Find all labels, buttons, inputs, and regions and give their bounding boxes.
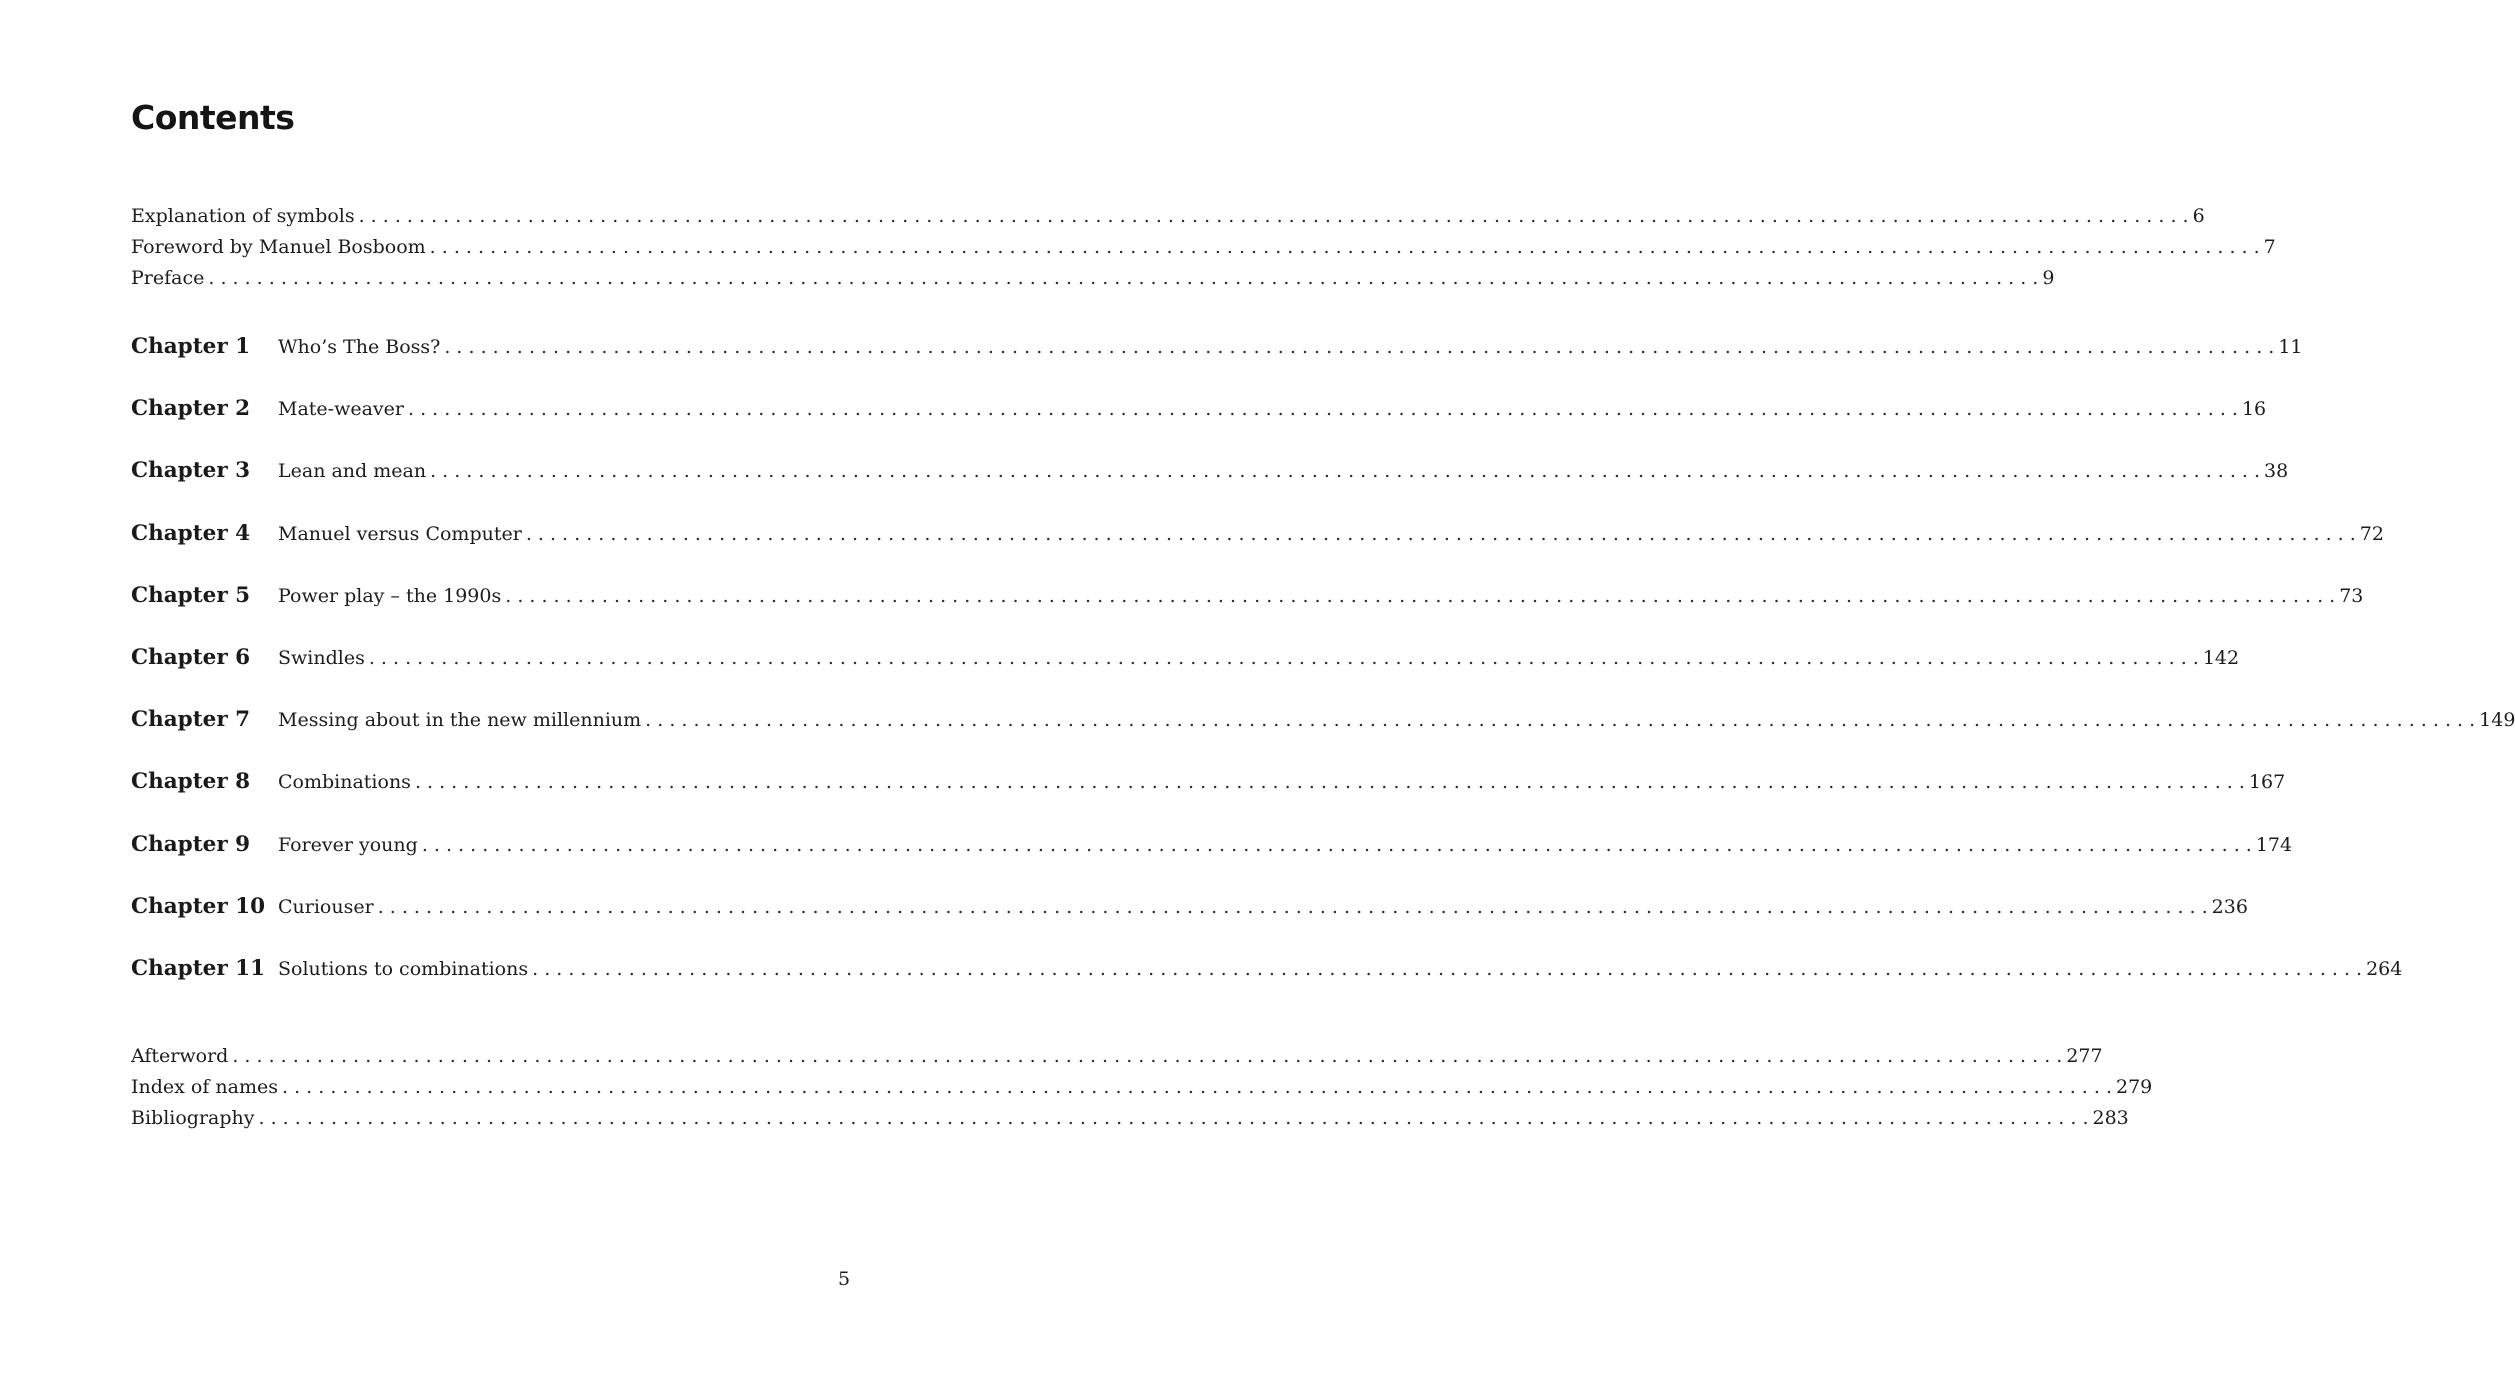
toc-entry-page: 279 xyxy=(2115,1076,2153,1098)
dot-leader xyxy=(369,643,2199,674)
toc-entry-page: 9 xyxy=(2042,267,2055,289)
dot-leader xyxy=(430,232,2260,263)
chapter-title-line xyxy=(278,581,2363,612)
front-matter-list xyxy=(131,201,2276,294)
toc-entry xyxy=(131,1103,2129,1134)
chapter-entry xyxy=(131,705,2515,767)
chapter-title: Solutions to combinations xyxy=(278,957,529,980)
chapter-title-line xyxy=(278,767,2285,798)
chapter-number: Chapter 5 xyxy=(131,582,251,608)
toc-entry xyxy=(131,263,2055,294)
dot-leader xyxy=(208,263,2038,294)
chapter-title: Who’s The Boss? xyxy=(278,336,441,358)
chapter-page: 72 xyxy=(2359,522,2384,545)
chapter-page: 11 xyxy=(2278,336,2303,358)
toc-entry-label: Foreword by Manuel Bosboom xyxy=(131,236,426,258)
chapter-number: Chapter 9 xyxy=(131,831,251,857)
chapter-title: Combinations xyxy=(278,771,411,794)
toc-entry-label: Preface xyxy=(131,267,205,289)
dot-leader xyxy=(532,954,2362,985)
chapter-title-line xyxy=(278,394,2266,425)
chapter-number: Chapter 2 xyxy=(131,396,251,422)
chapter-title-line xyxy=(278,519,2384,550)
toc-entry-label: Index of names xyxy=(131,1076,278,1098)
toc-entry-page: 277 xyxy=(2066,1045,2103,1067)
chapter-number: Chapter 3 xyxy=(131,458,251,484)
dot-leader xyxy=(645,705,2475,736)
chapter-page: 167 xyxy=(2248,771,2286,794)
chapter-entry xyxy=(131,581,2364,643)
chapter-page: 149 xyxy=(2479,709,2515,732)
chapter-page: 16 xyxy=(2241,398,2267,421)
chapter-title-line xyxy=(278,332,2303,363)
chapter-page: 38 xyxy=(2264,460,2289,483)
chapter-number: Chapter 1 xyxy=(131,334,251,359)
chapter-entry xyxy=(131,767,2286,829)
toc-entry-page: 283 xyxy=(2092,1107,2129,1129)
chapter-title-line xyxy=(278,705,2515,736)
dot-leader xyxy=(232,1041,2062,1072)
chapter-page: 174 xyxy=(2255,833,2293,856)
dot-leader xyxy=(282,1072,2112,1103)
toc-entry xyxy=(131,1041,2103,1072)
chapter-page: 236 xyxy=(2211,895,2248,918)
dot-leader xyxy=(259,1103,2089,1134)
chapter-number: Chapter 6 xyxy=(131,644,251,670)
chapter-entry xyxy=(131,830,2293,892)
chapter-entry xyxy=(131,394,2267,456)
chapter-number: Chapter 7 xyxy=(131,707,251,733)
chapter-entry xyxy=(131,456,2289,518)
chapter-title-line xyxy=(278,456,2288,487)
chapter-number: Chapter 8 xyxy=(131,769,251,795)
chapter-title: Swindles xyxy=(278,646,365,669)
toc-entry-page: 6 xyxy=(2192,205,2205,227)
toc-entry xyxy=(131,201,2205,232)
toc-entry-label: Bibliography xyxy=(131,1107,255,1129)
toc-entry-page: 7 xyxy=(2263,236,2276,258)
toc-entry xyxy=(131,232,2276,263)
chapter-entry xyxy=(131,643,2240,705)
chapter-title: Mate-weaver xyxy=(278,398,404,421)
chapter-number: Chapter 4 xyxy=(131,520,251,546)
back-matter-list xyxy=(131,1041,2153,1134)
dot-leader xyxy=(359,201,2189,232)
chapter-entry xyxy=(131,332,2303,394)
dot-leader xyxy=(505,581,2335,612)
toc-entry-label: Explanation of symbols xyxy=(131,205,355,227)
chapter-entry xyxy=(131,519,2384,581)
dot-leader xyxy=(444,332,2274,363)
page-number: 5 xyxy=(838,1268,851,1290)
chapter-number: Chapter 11 xyxy=(131,955,266,981)
chapter-entry xyxy=(131,954,2403,1016)
chapter-title-line xyxy=(278,892,2248,923)
chapter-page: 73 xyxy=(2339,584,2364,607)
chapter-title: Curiouser xyxy=(278,895,374,918)
chapter-title-line xyxy=(278,954,2402,985)
chapter-title: Power play – the 1990s xyxy=(278,584,502,607)
dot-leader xyxy=(526,519,2356,550)
toc-entry xyxy=(131,1072,2153,1103)
chapter-title: Manuel versus Computer xyxy=(278,522,522,545)
chapter-page: 142 xyxy=(2202,646,2240,669)
dot-leader xyxy=(415,767,2245,798)
chapter-entry xyxy=(131,892,2248,954)
page-title: Contents xyxy=(131,98,295,137)
dot-leader xyxy=(378,892,2208,923)
toc-entry-label: Afterword xyxy=(131,1045,229,1067)
dot-leader xyxy=(422,830,2252,861)
chapter-list xyxy=(131,332,2515,1016)
chapter-page: 264 xyxy=(2366,957,2403,980)
chapter-title: Forever young xyxy=(278,833,418,856)
chapter-title-line xyxy=(278,643,2239,674)
dot-leader xyxy=(408,394,2238,425)
dot-leader xyxy=(430,456,2260,487)
chapter-title: Messing about in the new millennium xyxy=(278,709,642,732)
chapter-title: Lean and mean xyxy=(278,460,427,483)
chapter-title-line xyxy=(278,830,2292,861)
chapter-number: Chapter 10 xyxy=(131,893,266,919)
